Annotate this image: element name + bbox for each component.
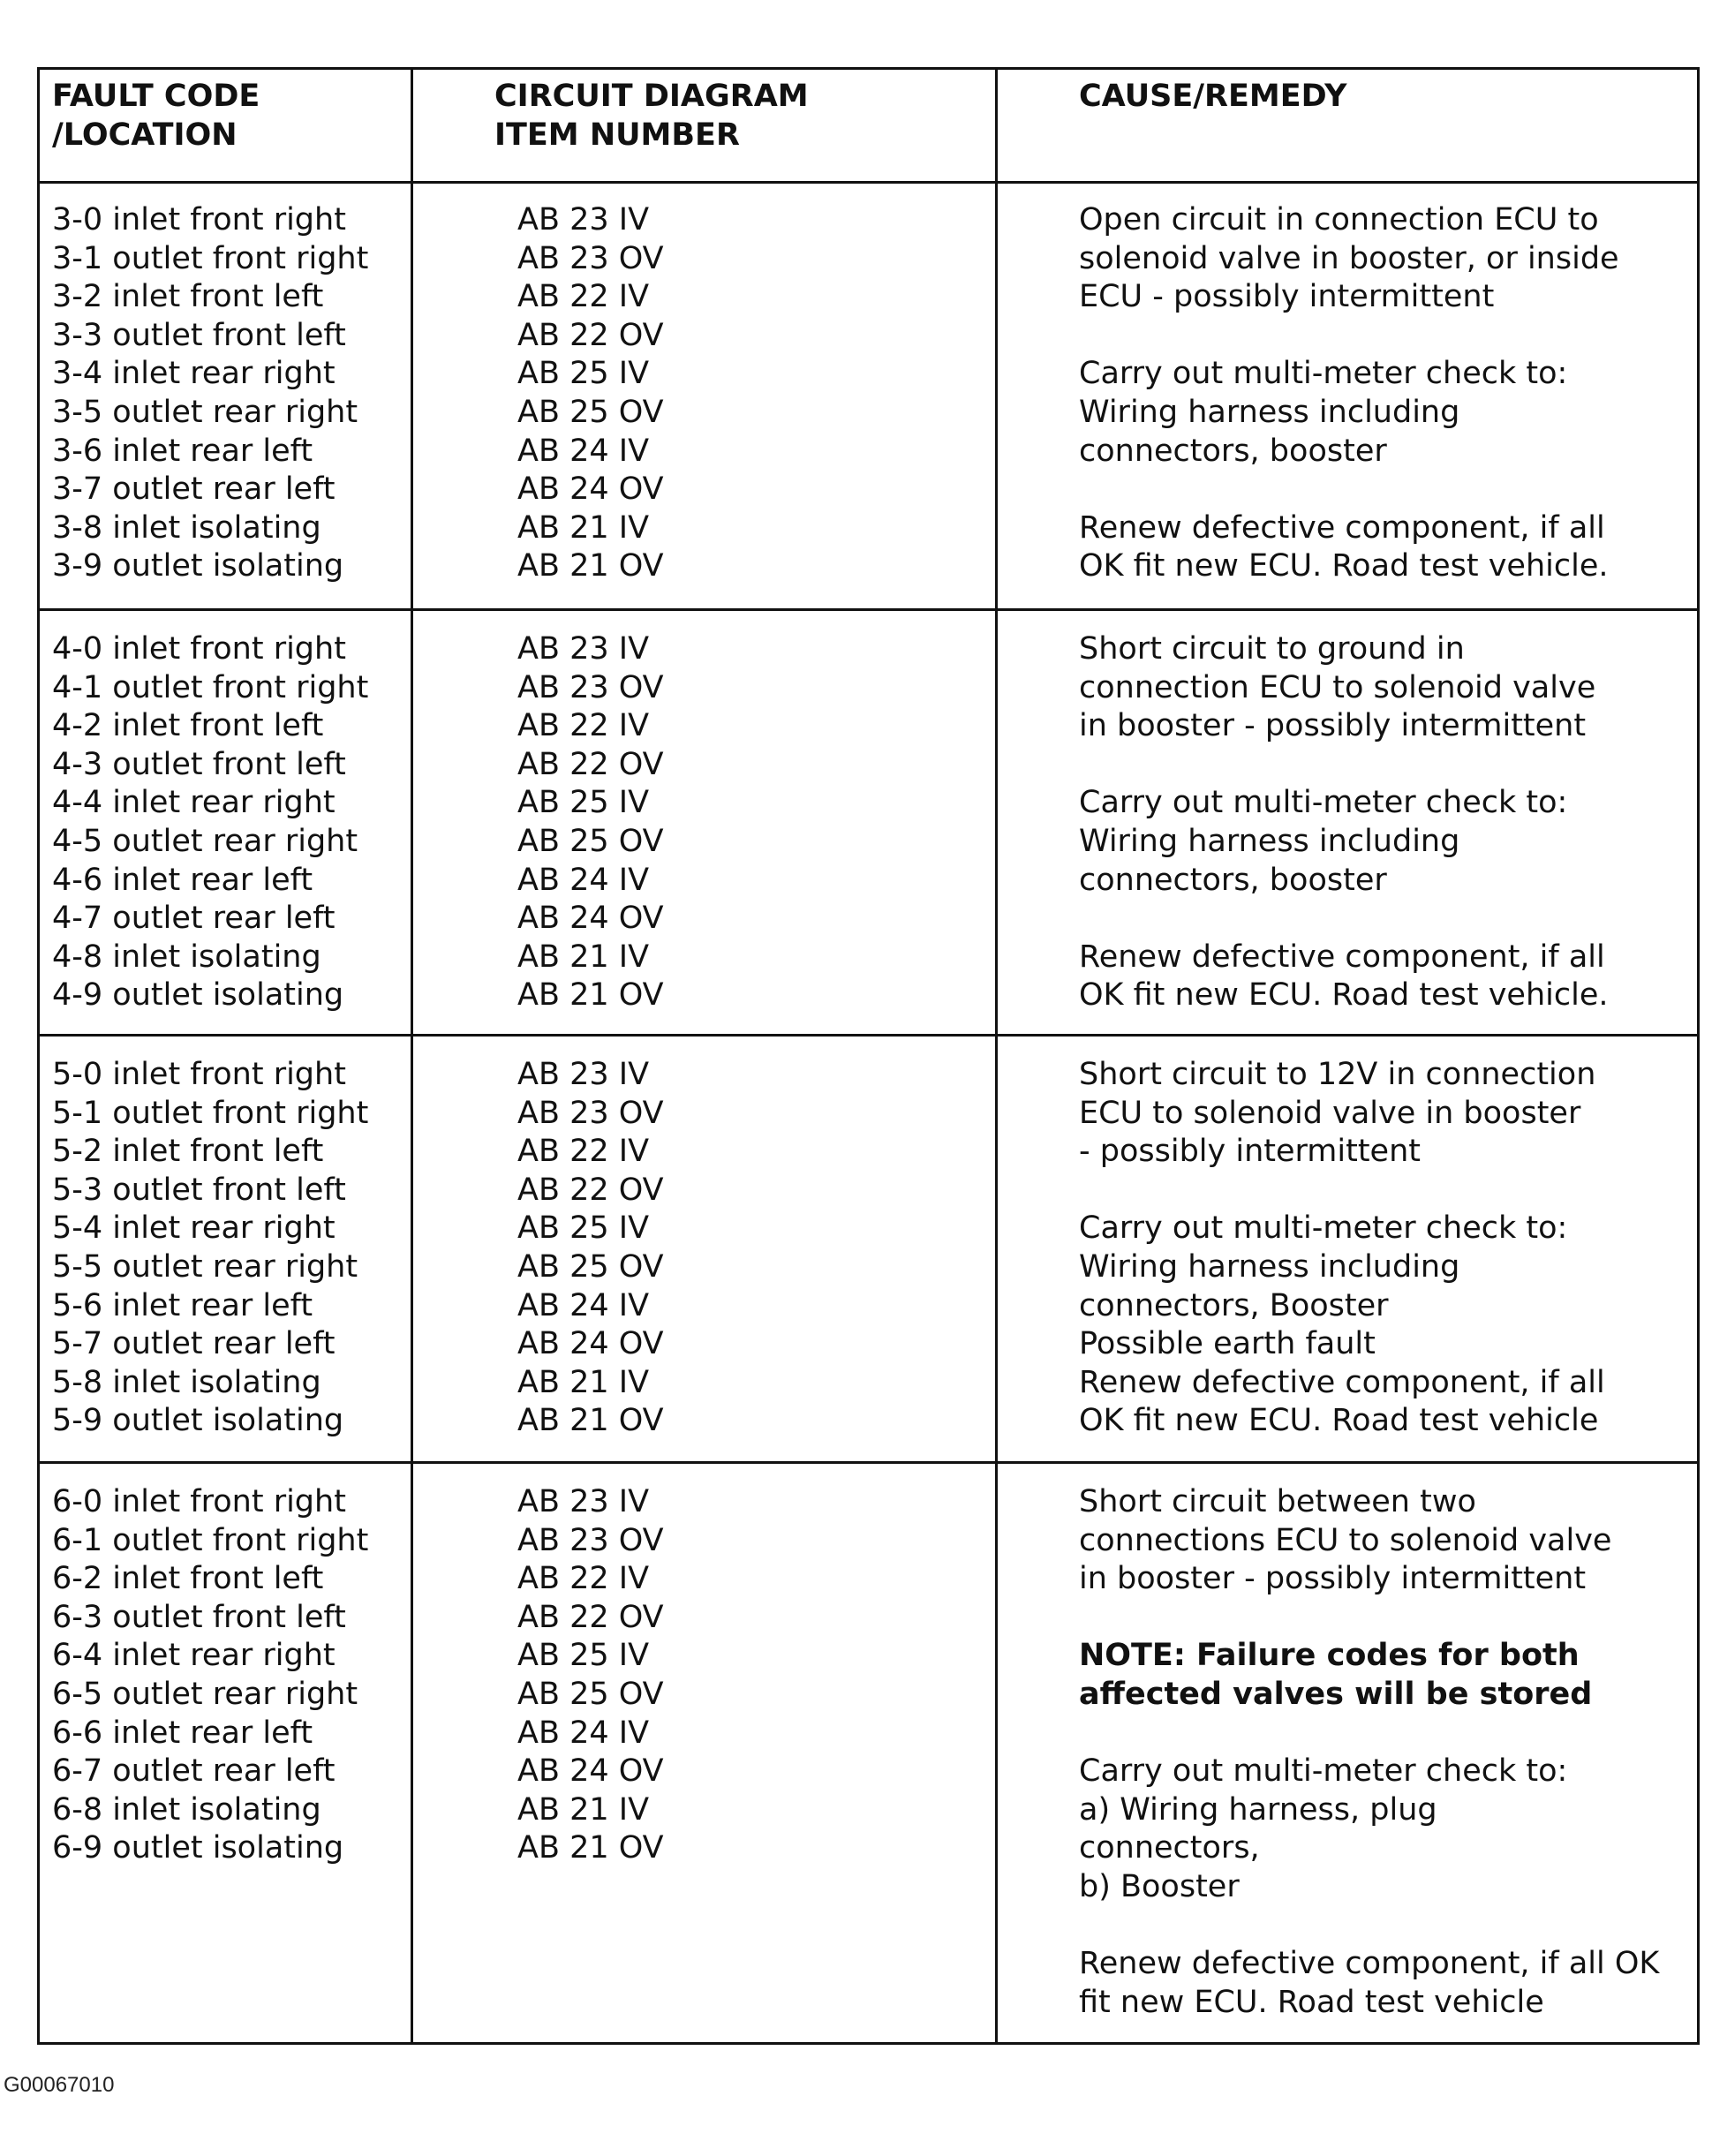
item-number: AB 21 IV: [517, 1791, 650, 1828]
remedy-line: fit new ECU. Road test vehicle: [1079, 1984, 1544, 2020]
item-number: AB 23 OV: [517, 1095, 664, 1131]
item-number: AB 22 OV: [517, 1599, 664, 1635]
fault-code: 5-3 outlet front left: [52, 1172, 346, 1208]
fault-code: 3-6 inlet rear left: [52, 433, 313, 469]
remedy-line: in booster - possibly intermittent: [1079, 1561, 1587, 1597]
fault-code: 6-4 inlet rear right: [52, 1638, 336, 1674]
item-number: AB 22 IV: [517, 1134, 650, 1170]
remedy-line: ECU - possibly intermittent: [1079, 279, 1495, 315]
fault-code: 5-1 outlet front right: [52, 1095, 369, 1131]
item-number: AB 24 OV: [517, 471, 664, 508]
fault-code: 3-8 inlet isolating: [52, 509, 321, 546]
item-number: AB 23 OV: [517, 669, 664, 705]
remedy-line: NOTE: Failure codes for both: [1079, 1638, 1580, 1674]
header-cause-remedy: [997, 69, 1699, 183]
remedy-paragraph: [1079, 630, 1679, 746]
fault-code: 4-2 inlet front left: [52, 708, 324, 744]
fault-code: 3-9 outlet isolating: [52, 548, 344, 584]
remedy-line: Short circuit between two: [1079, 1484, 1476, 1519]
remedy-line: b) Booster: [1079, 1868, 1240, 1904]
item-number-list: [412, 183, 997, 610]
fault-code: 6-2 inlet front left: [52, 1561, 324, 1597]
fault-code: 6-6 inlet rear left: [52, 1715, 313, 1751]
fault-code-list: [39, 1463, 412, 2044]
remedy-paragraph: [1079, 1210, 1679, 1441]
fault-code: 5-7 outlet rear left: [52, 1326, 336, 1362]
fault-group-4: [39, 610, 1699, 1036]
item-number: AB 21 IV: [517, 509, 650, 546]
item-number: AB 21 IV: [517, 939, 650, 975]
remedy-line: Carry out multi-meter check to:: [1079, 785, 1568, 821]
remedy-line: Carry out multi-meter check to:: [1079, 1210, 1568, 1247]
fault-code: 6-1 outlet front right: [52, 1522, 369, 1558]
remedy-line: Wiring harness including: [1079, 1248, 1460, 1285]
remedy-paragraph: [1079, 1483, 1679, 1599]
fault-code: 6-9 outlet isolating: [52, 1830, 344, 1866]
item-number: AB 21 OV: [517, 548, 664, 584]
fault-code: 5-5 outlet rear right: [52, 1248, 358, 1285]
item-number: AB 22 IV: [517, 279, 650, 315]
remedy-line: connection ECU to solenoid valve: [1079, 669, 1596, 705]
cause-remedy-cell: [997, 1463, 1699, 2044]
item-number: AB 25 OV: [517, 394, 664, 430]
item-number: AB 25 IV: [517, 1210, 650, 1247]
remedy-line: Renew defective component, if all OK: [1079, 1946, 1660, 1982]
item-number: AB 21 OV: [517, 977, 664, 1014]
remedy-paragraph: [1079, 509, 1679, 586]
fault-code-list: [39, 183, 412, 610]
remedy-line: OK fit new ECU. Road test vehicle.: [1079, 548, 1609, 584]
item-number: AB 24 OV: [517, 901, 664, 937]
remedy-line: a) Wiring harness, plug: [1079, 1791, 1437, 1828]
remedy-paragraph: [1079, 355, 1679, 471]
remedy-paragraph: [1079, 939, 1679, 1015]
fault-group-6: [39, 1463, 1699, 2044]
item-number: AB 22 OV: [517, 317, 664, 353]
remedy-line: Carry out multi-meter check to:: [1079, 356, 1568, 392]
remedy-line: OK fit new ECU. Road test vehicle: [1079, 1403, 1599, 1439]
remedy-line: ECU to solenoid valve in booster: [1079, 1095, 1581, 1131]
remedy-paragraph: [1079, 1056, 1679, 1172]
fault-code: 3-5 outlet rear right: [52, 394, 358, 430]
fault-code-table: [37, 67, 1700, 2045]
header-text: CAUSE/REMEDY: [1079, 79, 1347, 114]
item-number: AB 23 IV: [517, 202, 650, 237]
item-number: AB 21 IV: [517, 1364, 650, 1400]
item-number: AB 23 IV: [517, 1484, 650, 1519]
remedy-line: in booster - possibly intermittent: [1079, 708, 1587, 744]
remedy-paragraph: [1079, 784, 1679, 900]
header-text: /LOCATION: [52, 117, 238, 153]
remedy-line: Renew defective component, if all: [1079, 509, 1605, 546]
fault-code: 3-3 outlet front left: [52, 317, 346, 353]
item-number-list: [412, 1463, 997, 2044]
item-number: AB 22 IV: [517, 708, 650, 744]
item-number: AB 25 OV: [517, 1248, 664, 1285]
item-number: AB 23 OV: [517, 240, 664, 276]
cause-remedy-cell: [997, 183, 1699, 610]
item-number: AB 25 IV: [517, 356, 650, 392]
fault-code: 4-8 inlet isolating: [52, 939, 321, 975]
fault-code: 5-8 inlet isolating: [52, 1364, 321, 1400]
fault-code: 4-1 outlet front right: [52, 669, 369, 705]
remedy-line: Carry out multi-meter check to:: [1079, 1753, 1568, 1790]
item-number: AB 21 OV: [517, 1830, 664, 1866]
fault-code: 6-3 outlet front left: [52, 1599, 346, 1635]
fault-code: 5-4 inlet rear right: [52, 1210, 336, 1247]
fault-code-list: [39, 610, 412, 1036]
remedy-line: connectors,: [1079, 1830, 1260, 1866]
item-number-list: [412, 1036, 997, 1463]
item-number: AB 23 OV: [517, 1522, 664, 1558]
remedy-line: Wiring harness including: [1079, 823, 1460, 859]
fault-code: 4-6 inlet rear left: [52, 862, 313, 898]
remedy-line: connections ECU to solenoid valve: [1079, 1522, 1612, 1558]
remedy-line: Short circuit to ground in: [1079, 631, 1465, 667]
item-number: AB 24 IV: [517, 1287, 650, 1323]
remedy-line: connectors, Booster: [1079, 1287, 1389, 1323]
figure-id: G00067010: [4, 2073, 115, 2097]
fault-code: 3-0 inlet front right: [52, 202, 346, 237]
remedy-line: Possible earth fault: [1079, 1326, 1376, 1362]
remedy-line: Renew defective component, if all: [1079, 1364, 1605, 1400]
item-number: AB 25 OV: [517, 1676, 664, 1712]
cause-remedy-cell: [997, 1036, 1699, 1463]
fault-code: 6-5 outlet rear right: [52, 1676, 358, 1712]
remedy-paragraph: [1079, 1753, 1679, 1906]
fault-code: 4-9 outlet isolating: [52, 977, 344, 1014]
fault-code: 5-9 outlet isolating: [52, 1403, 344, 1439]
remedy-line: affected valves will be stored: [1079, 1676, 1593, 1712]
item-number: AB 24 OV: [517, 1326, 664, 1362]
fault-code: 5-6 inlet rear left: [52, 1287, 313, 1323]
remedy-line: Wiring harness including: [1079, 394, 1460, 430]
remedy-line: solenoid valve in booster, or inside: [1079, 240, 1619, 276]
header-text: FAULT CODE: [52, 79, 260, 114]
fault-code: 6-8 inlet isolating: [52, 1791, 321, 1828]
remedy-line: connectors, booster: [1079, 862, 1387, 898]
remedy-paragraph: [1079, 201, 1679, 317]
remedy-note: [1079, 1637, 1679, 1714]
item-number: AB 24 IV: [517, 862, 650, 898]
fault-code: 5-2 inlet front left: [52, 1134, 324, 1170]
remedy-line: Short circuit to 12V in connection: [1079, 1057, 1596, 1092]
fault-group-3: [39, 183, 1699, 610]
fault-code: 3-4 inlet rear right: [52, 356, 336, 392]
header-text: ITEM NUMBER: [494, 117, 740, 153]
item-number: AB 25 OV: [517, 823, 664, 859]
table-header-row: [39, 69, 1699, 183]
item-number-list: [412, 610, 997, 1036]
fault-code: 4-0 inlet front right: [52, 631, 346, 667]
fault-code: 4-7 outlet rear left: [52, 901, 336, 937]
fault-code: 3-7 outlet rear left: [52, 471, 336, 508]
cause-remedy-cell: [997, 610, 1699, 1036]
fault-code: 6-7 outlet rear left: [52, 1753, 336, 1790]
item-number: AB 22 OV: [517, 746, 664, 782]
fault-code-list: [39, 1036, 412, 1463]
header-fault-code-location: [39, 69, 412, 183]
item-number: AB 23 IV: [517, 631, 650, 667]
remedy-line: OK fit new ECU. Road test vehicle.: [1079, 977, 1609, 1014]
item-number: AB 25 IV: [517, 785, 650, 821]
item-number: AB 24 OV: [517, 1753, 664, 1790]
item-number: AB 25 IV: [517, 1638, 650, 1674]
fault-code: 4-3 outlet front left: [52, 746, 346, 782]
fault-group-5: [39, 1036, 1699, 1463]
fault-code: 4-5 outlet rear right: [52, 823, 358, 859]
fault-code: 3-1 outlet front right: [52, 240, 369, 276]
remedy-line: - possibly intermittent: [1079, 1134, 1421, 1170]
item-number: AB 22 IV: [517, 1561, 650, 1597]
item-number: AB 24 IV: [517, 1715, 650, 1751]
item-number: AB 22 OV: [517, 1172, 664, 1208]
remedy-line: Open circuit in connection ECU to: [1079, 202, 1599, 237]
item-number: AB 21 OV: [517, 1403, 664, 1439]
item-number: AB 23 IV: [517, 1057, 650, 1092]
remedy-line: Renew defective component, if all: [1079, 939, 1605, 975]
remedy-paragraph: [1079, 1945, 1679, 2022]
remedy-line: connectors, booster: [1079, 433, 1387, 469]
item-number: AB 24 IV: [517, 433, 650, 469]
fault-code: 5-0 inlet front right: [52, 1057, 346, 1092]
fault-code: 3-2 inlet front left: [52, 279, 324, 315]
header-circuit-diagram-item-number: [412, 69, 997, 183]
header-text: CIRCUIT DIAGRAM: [494, 79, 809, 114]
fault-code: 6-0 inlet front right: [52, 1484, 346, 1519]
fault-code: 4-4 inlet rear right: [52, 785, 336, 821]
